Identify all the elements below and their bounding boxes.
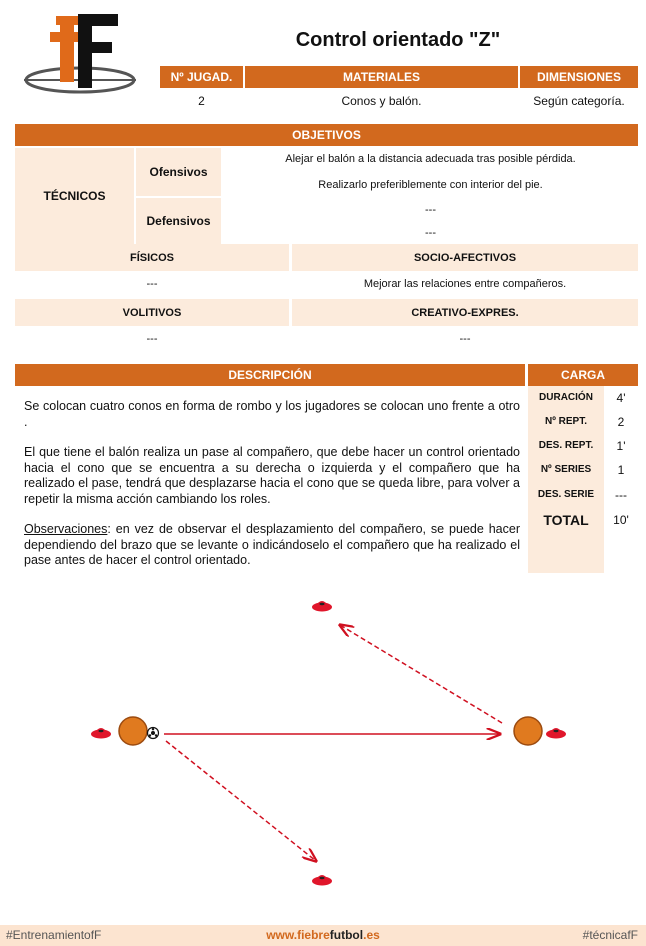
carga-value-descanso-serie: --- [615,488,627,502]
header-jugadores: Nº JUGAD. [160,66,243,88]
carga-label-repeticiones: Nº REPT. [545,416,587,427]
footer-website-a: www.fiebre [266,928,330,942]
carga-total-label: TOTAL [543,512,589,528]
fisicos-label: FÍSICOS [15,244,289,271]
exercise-diagram [0,585,646,905]
observaciones-text: : en vez de observar el desplazamiento del compañero, se puede hacer dependiendo del brazo que se levante o indicándoselo el compañero que ha realizado el pase antes de hacer el control orientado. [24,522,520,567]
descripcion-paragraph-2: El que tiene el balón realiza un pase al compañero, que debe hacer un control orientado hacia el cono que se encuentra a su derecha o izquierda y el compañero que ha realizado el pase, tendrá que desplazarse hacia el cono que se queda libre, para volver a repetir la misma acción cambiando los roles. [24,445,520,506]
defensivos-line-1: --- [425,204,436,216]
defensivos-line-2: --- [425,227,436,239]
ofensivos-line-1: Alejar el balón a la distancia adecuada tras posible pérdida. [285,153,576,165]
value-materiales: Conos y balón. [341,94,422,108]
socio-afectivos-label: SOCIO-AFECTIVOS [292,244,638,271]
creativo-label: CREATIVO-EXPRES. [292,299,638,326]
value-jugadores: 2 [198,94,205,108]
creativo-value: --- [459,333,471,345]
volitivos-label: VOLITIVOS [15,299,289,326]
carga-value-series: 1 [617,463,625,477]
descripcion-body [24,399,520,569]
footer-website-b: futbol [329,928,364,942]
logo [22,12,140,112]
ball-icon [148,728,159,739]
carga-header: CARGA [528,364,638,386]
player-left [119,717,147,745]
observaciones-label: Observaciones [24,522,108,536]
carga-label-descanso-serie: DES. SERIE [537,489,595,500]
socio-afectivos-value: Mejorar las relaciones entre compañeros. [363,278,567,290]
carga-label-duracion: DURACIÓN [539,392,593,403]
control-arrow-up [340,625,502,723]
player-right [514,717,542,745]
movement-arrow-down [166,741,316,861]
volitivos-value: --- [146,333,158,345]
ofensivos-label: Ofensivos [136,148,221,196]
footer-hashtag-tecnica: #técnicafF [582,928,638,942]
carga-label-series: Nº SERIES [540,464,592,475]
tecnicos-label: TÉCNICOS [15,148,134,244]
descripcion-paragraph-1: Se colocan cuatro conos en forma de rombo y los jugadores se colocan uno frente a otro . [24,399,520,429]
footer-website[interactable] [0,928,646,942]
observaciones-paragraph [24,522,520,569]
page-title: Control orientado "Z" [295,29,501,51]
carga-value-repeticiones: 2 [617,415,625,429]
carga-total-value: 10' [613,513,629,527]
defensivos-label: Defensivos [136,198,221,244]
logo-graphic [22,12,140,112]
carga-label-column [528,386,604,573]
header-dimensiones: DIMENSIONES [520,66,638,88]
carga-label-descanso-rept: DES. REPT. [538,440,594,451]
cone-left [91,728,111,739]
cone-right [546,728,566,739]
cone-top [312,601,332,612]
cone-bottom [312,875,332,886]
footer-hashtag-entrenamiento: #EntrenamientofF [6,928,102,942]
descripcion-header: DESCRIPCIÓN [15,364,525,386]
carga-value-descanso-rept: 1' [616,439,626,453]
ofensivos-line-2: Realizarlo preferiblemente con interior del pie. [318,179,543,191]
header-materiales: MATERIALES [245,66,518,88]
footer-website-c: .es [363,928,380,942]
carga-value-duracion: 4' [616,391,626,405]
objetivos-header: OBJETIVOS [15,124,638,146]
fisicos-value: --- [146,278,158,290]
value-dimensiones: Según categoría. [533,94,625,108]
